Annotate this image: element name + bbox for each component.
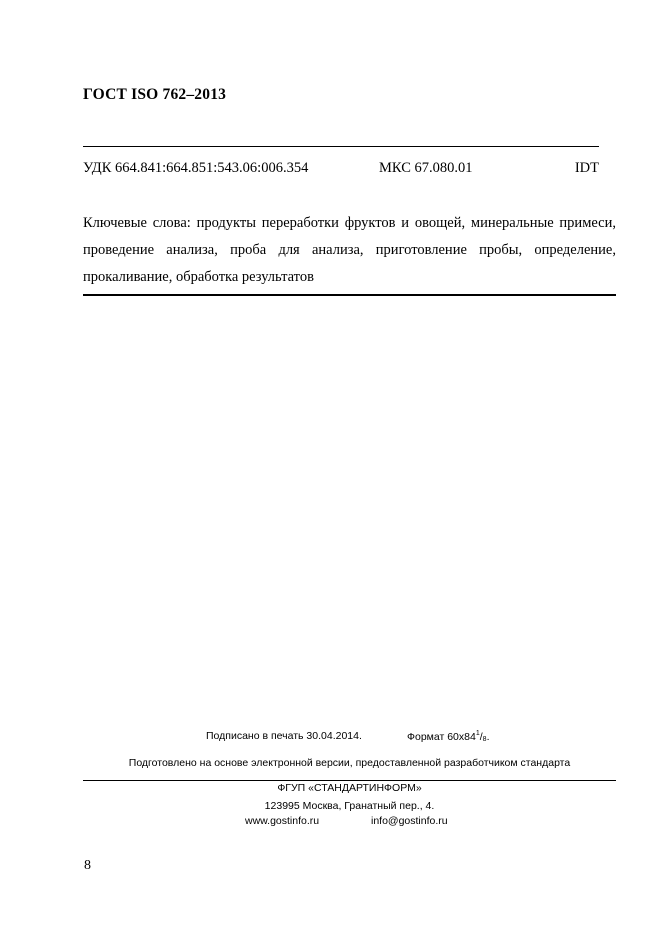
document-title: ГОСТ ISO 762–2013 [83, 86, 227, 103]
format-numerator: 1 [475, 730, 480, 737]
publisher-name: ФГУП «СТАНДАРТИНФОРМ» [277, 782, 422, 794]
format-suffix: . [486, 731, 490, 743]
prepared-note: Подготовлено на основе электронной версии, предоставленной разработчиком стандарта [128, 757, 571, 769]
print-info-row [206, 730, 490, 743]
imprint-rule [83, 780, 616, 781]
format-prefix: Формат 60х84 [407, 731, 476, 743]
udk-code: УДК 664.841:664.851:543.06:006.354 [83, 160, 309, 176]
classification-row [83, 160, 599, 180]
website-link[interactable]: www.gostinfo.ru [245, 815, 320, 827]
page-number: 8 [84, 858, 91, 873]
keywords-paragraph: Ключевые слова: продукты переработки фруктов и овощей, минеральные примеси, проведение анализа, проба для анализа, приготовление пробы, определение, прокаливание, обработка результатов [83, 215, 616, 285]
paper-format [407, 730, 489, 743]
separator-line [83, 146, 599, 147]
contacts-row [245, 815, 448, 827]
email-link[interactable]: info@gostinfo.ru [371, 815, 448, 827]
signed-for-print: Подписано в печать 30.04.2014. [206, 730, 362, 742]
equivalence-degree: IDT [574, 160, 599, 176]
keywords-end-rule [83, 294, 616, 296]
mks-code: МКС 67.080.01 [379, 160, 473, 176]
format-slash: / [479, 731, 483, 743]
publisher-address: 123995 Москва, Гранатный пер., 4. [264, 800, 435, 812]
format-denominator: 8 [482, 736, 487, 743]
